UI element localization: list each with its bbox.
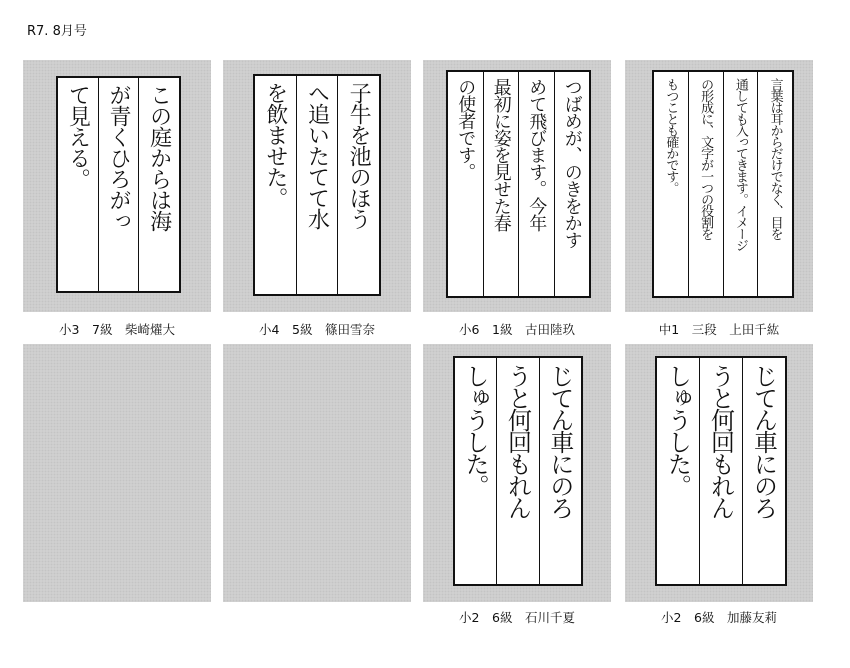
writing-column — [255, 76, 296, 294]
calligraphy-paper — [56, 76, 181, 293]
writing-column — [58, 78, 98, 291]
writing-column — [496, 358, 538, 584]
scan-background — [23, 60, 211, 312]
writing-line: うと何回もれん — [706, 364, 735, 518]
scan-background — [223, 344, 411, 602]
writing-column — [654, 72, 688, 296]
scan-background — [23, 344, 211, 602]
writing-column — [539, 358, 581, 584]
calligraphy-paper — [253, 74, 381, 296]
writing-line: を飲ませた。 — [262, 82, 288, 208]
writing-line: 言葉は耳からだけでなく、目を — [767, 78, 783, 239]
writing-column — [688, 72, 723, 296]
writing-line: もつことも確かです。 — [663, 78, 679, 193]
calligraphy-paper — [453, 356, 583, 586]
calligraphy-paper — [652, 70, 794, 298]
writing-column — [657, 358, 699, 584]
writing-column — [98, 78, 139, 291]
writing-column — [723, 72, 758, 296]
writing-line: て見える。 — [65, 84, 91, 189]
caption-3: 小6 1級 古田陸玖 — [459, 322, 575, 337]
writing-line: じてん車にのろ — [749, 364, 778, 518]
writing-column — [296, 76, 338, 294]
writing-line: が青くひろがっ — [105, 84, 131, 231]
scan-background — [625, 60, 813, 312]
scan-background — [423, 60, 611, 312]
writing-line: めて飛びます。今年 — [526, 78, 548, 231]
caption-8: 小2 6級 加藤友莉 — [661, 610, 777, 625]
writing-line: の形成に、文字が一つの役割を — [698, 78, 714, 239]
caption-2: 小4 5級 篠田雪奈 — [259, 322, 375, 337]
writing-column — [448, 72, 483, 296]
writing-column — [699, 358, 742, 584]
writing-line: この庭からは海 — [146, 84, 172, 231]
caption-1: 小3 7級 柴崎燿大 — [59, 322, 175, 337]
scan-background — [625, 344, 813, 602]
writing-column — [554, 72, 590, 296]
writing-column — [757, 72, 792, 296]
writing-line: 最初に姿を見せた春 — [490, 78, 512, 231]
writing-line: しゅうした。 — [663, 364, 692, 496]
writing-column — [337, 76, 379, 294]
writing-line: 子牛を池のほう — [346, 82, 372, 229]
scan-background — [223, 60, 411, 312]
writing-line: へ追いたてて水 — [304, 82, 330, 229]
writing-column — [455, 358, 496, 584]
writing-line: の使者です。 — [455, 78, 477, 180]
writing-line: じてん車にのろ — [545, 364, 574, 518]
writing-column — [483, 72, 519, 296]
writing-column — [138, 78, 179, 291]
writing-line: うと何回もれん — [503, 364, 532, 518]
caption-7: 小2 6級 石川千夏 — [459, 610, 575, 625]
writing-column — [742, 358, 785, 584]
caption-4: 中1 三段 上田千紘 — [658, 322, 780, 337]
scan-background — [423, 344, 611, 602]
writing-line: しゅうした。 — [461, 364, 490, 496]
issue-label: R7. 8月号 — [27, 24, 87, 39]
writing-line: 通しても入ってきます。イメージ — [732, 78, 748, 251]
writing-line: つばめが、のきをかす — [561, 78, 583, 248]
writing-column — [518, 72, 554, 296]
calligraphy-paper — [655, 356, 787, 586]
calligraphy-paper — [446, 70, 591, 298]
